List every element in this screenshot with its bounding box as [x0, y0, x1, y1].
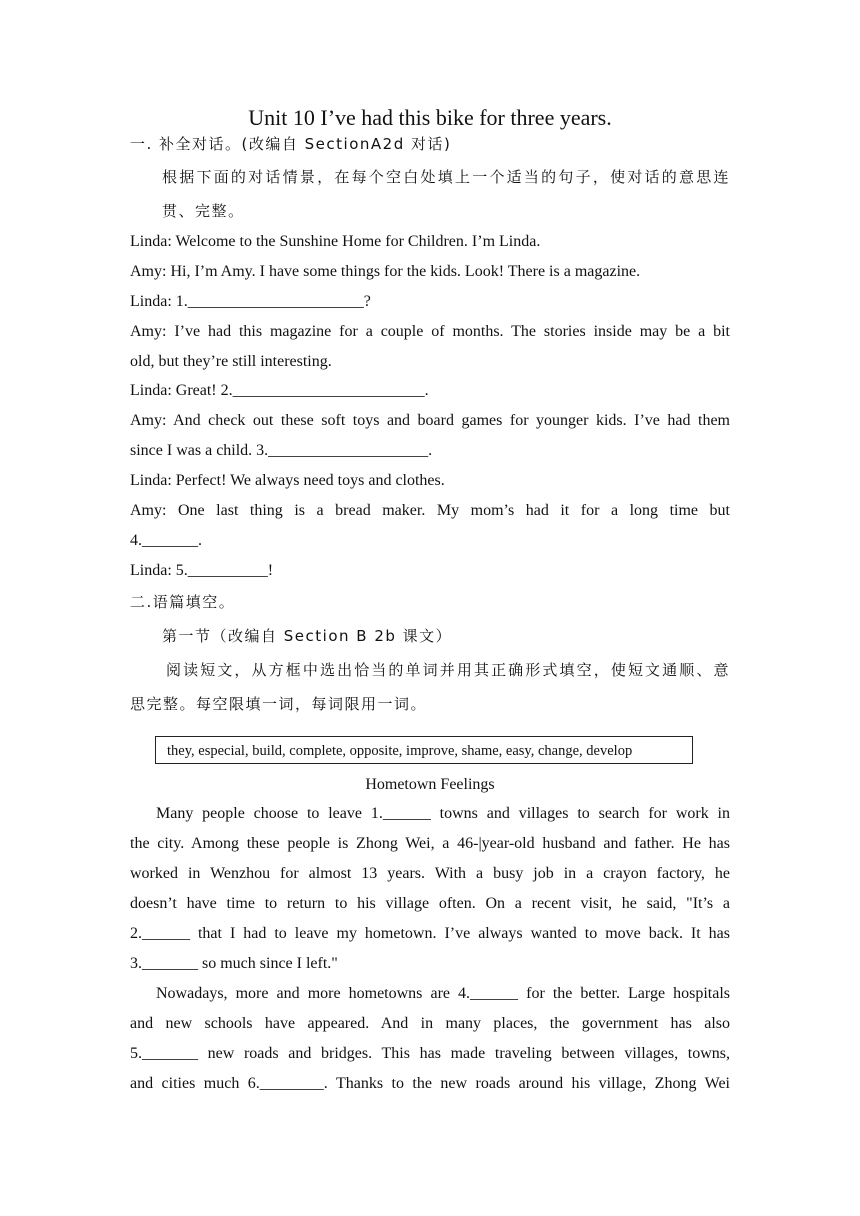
dialogue-line: Amy: One last thing is a bread maker. My mom’s had it for a long time but [130, 502, 730, 519]
section1-heading: 一. 补全对话。(改编自 SectionA2d 对话) [130, 135, 452, 153]
section2-instruction-line1: 阅读短文，从方框中选出恰当的单词并用其正确形式填空，使短文通顺、意 [166, 661, 730, 679]
passage-line: 3._______ so much since I left." [130, 955, 338, 972]
dialogue-line: 4._______. [130, 532, 202, 549]
section2-instruction-line2: 思完整。每空限填一词，每词限用一词。 [130, 695, 428, 713]
passage-line: and cities much 6.________. Thanks to the new roads around his village, Zhong Wei [130, 1075, 730, 1092]
passage-line: the city. Among these people is Zhong Wei, a 46-|year-old husband and father. He has [130, 835, 730, 852]
section2-heading: 二.语篇填空。 [130, 593, 236, 611]
page-title: Unit 10 I’ve had this bike for three years. [248, 105, 612, 130]
passage-title: Hometown Feelings [365, 776, 495, 793]
word-box [155, 736, 693, 764]
section1-instruction-line1: 根据下面的对话情景，在每个空白处填上一个适当的句子，使对话的意思连 [162, 168, 730, 186]
dialogue-line: Linda: 1.______________________? [130, 293, 371, 310]
passage-line: 2.______ that I had to leave my hometown. I’ve always wanted to move back. It has [130, 925, 730, 942]
dialogue-line: old, but they’re still interesting. [130, 353, 332, 370]
word-box-text: they, especial, build, complete, opposite, improve, shame, easy, change, develop [167, 743, 633, 759]
passage-line: Many people choose to leave 1.______ towns and villages to search for work in [156, 805, 730, 822]
passage-line: 5._______ new roads and bridges. This has made traveling between villages, towns, [130, 1045, 730, 1062]
section1-instruction-line2: 贯、完整。 [162, 202, 245, 220]
dialogue-line: Linda: 5.__________! [130, 562, 274, 579]
dialogue-line: Amy: Hi, I’m Amy. I have some things for the kids. Look! There is a magazine. [130, 263, 641, 280]
dialogue-line: since I was a child. 3.____________________. [130, 442, 433, 459]
dialogue-line: Linda: Welcome to the Sunshine Home for Children. I’m Linda. [130, 233, 541, 250]
section2-subheading: 第一节（改编自 Section B 2b 课文） [162, 627, 453, 645]
dialogue-line: Amy: And check out these soft toys and board games for younger kids. I’ve had them [130, 412, 730, 429]
passage-line: worked in Wenzhou for almost 13 years. With a busy job in a crayon factory, he [130, 865, 730, 882]
dialogue-line: Linda: Perfect! We always need toys and clothes. [130, 472, 445, 489]
passage-line: doesn’t have time to return to his village often. On a recent visit, he said, "It’s a [130, 895, 730, 912]
passage-line: Nowadays, more and more hometowns are 4.______ for the better. Large hospitals [156, 985, 730, 1002]
passage-line: and new schools have appeared. And in many places, the government has also [130, 1015, 730, 1032]
dialogue-line: Amy: I’ve had this magazine for a couple of months. The stories inside may be a bit [130, 323, 730, 340]
dialogue-line: Linda: Great! 2.________________________. [130, 382, 429, 399]
